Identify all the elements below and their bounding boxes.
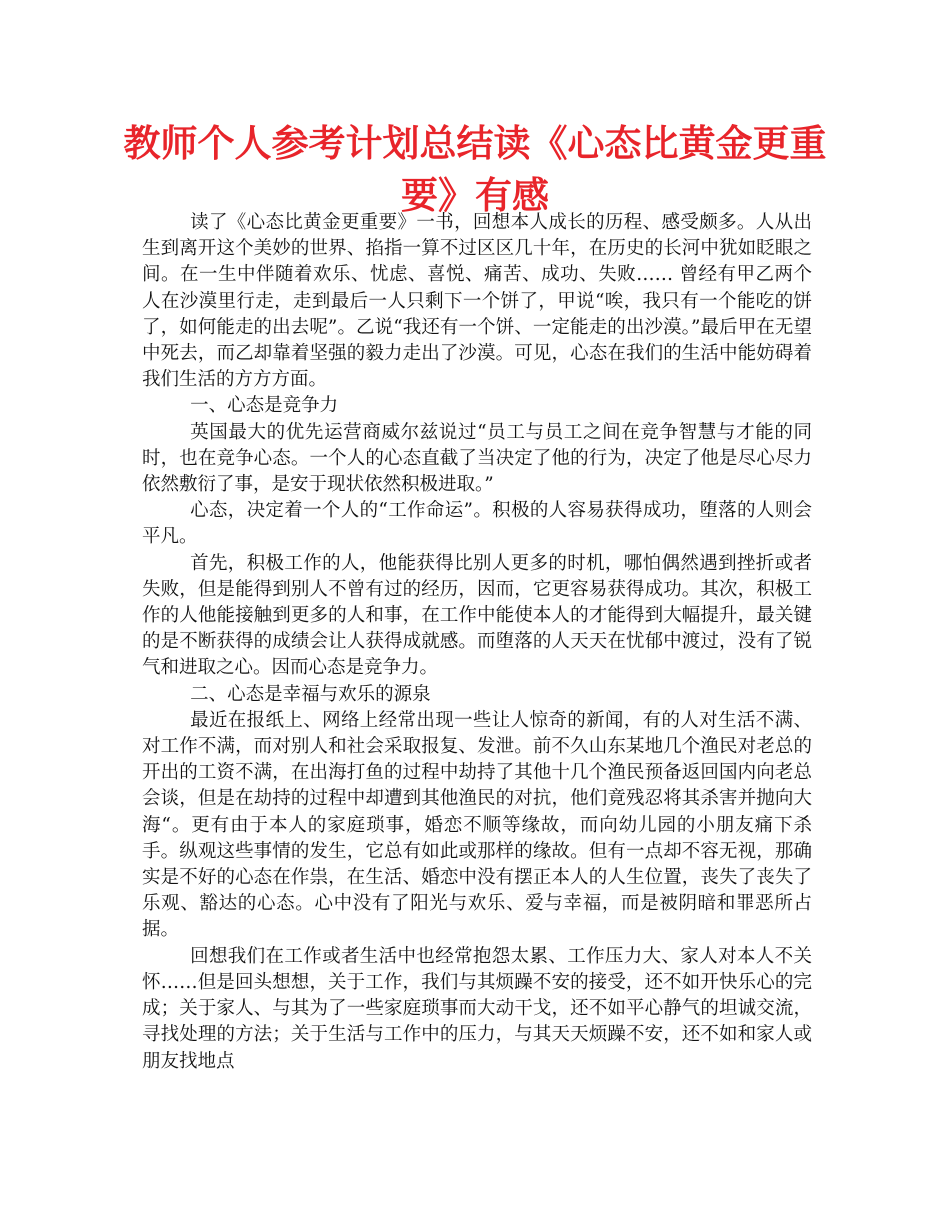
document-body — [142, 210, 812, 1075]
paragraph-news: 最近在报纸上、网络上经常出现一些让人惊奇的新闻，有的人对生活不满、对工作不满，而对别人和社会采取报复、发泄。前不久山东某地几个渔民对老总的开出的工资不满，在出海打鱼的过程中劫持了其他十几个渔民预备返回国内向老总会谈，但是在劫持的过程中却遭到其他渔民的对抗，他们竟残忍将其杀害并抛向大海“。更有由于本人的家庭琐事，婚恋不顺等缘故，而向幼儿园的小朋友痛下杀手。纵观这些事情的发生，它总有如此或那样的缘故。但有一点却不容无视，那确实是不好的心态在作祟，在生活、婚恋中没有摆正本人的人生位置，丧失了丧失了乐观、豁达的心态。心中没有了阳光与欢乐、爱与幸福，而是被阴暗和罪恶所占据。 — [142, 709, 812, 941]
paragraph-quote: 英国最大的优先运营商威尔兹说过“员工与员工之间在竞争智慧与才能的同时，也在竞争心态。一个人的心态直截了当决定了他的行为，决定了他是尽心尽力依然敷衍了事，是安于现状依然积极进取。” — [142, 421, 812, 496]
document-title: 教师个人参考计划总结读《心态比黄金更重要》有感 — [123, 122, 827, 217]
section-heading-2: 二、心态是幸福与欢乐的源泉 — [190, 683, 431, 705]
paragraph-competition: 首先，积极工作的人，他能获得比别人更多的时机，哪怕偶然遇到挫折或者失败，但是能得到别人不曾有过的经历，因而，它更容易获得成功。其次，积极工作的人他能接触到更多的人和事，在工作中能使本人的才能得到大幅提升，最关键的是不断获得的成绩会让人获得成就感。而堕落的人天天在忧郁中渡过，没有了锐气和进取之心。因而心态是竞争力。 — [142, 552, 812, 679]
section-heading-1: 一、心态是竞争力 — [190, 395, 339, 417]
paragraph-intro: 读了《心态比黄金更重要》一书，回想本人成长的历程、感受颇多。人从出生到离开这个美妙的世界、掐指一算不过区区几十年，在历史的长河中犹如眨眼之间。在一生中伴随着欢乐、忧虑、喜悦、痛苦、成功、失败…… 曾经有甲乙两个人在沙漠里行走，走到最后一人只剩下一个饼了，甲说“唉，我只有一个能吃的饼了，如何能走的出去呢”。乙说“我还有一个饼、一定能走的出沙漠。”最后甲在无望中死去，而乙却靠着坚强的毅力走出了沙漠。可见，心态在我们的生活中能妨碍着我们生活的方方方面。 — [142, 212, 812, 391]
paragraph-reflection: 回想我们在工作或者生活中也经常抱怨太累、工作压力大、家人对本人不关怀……但是回头想想，关于工作，我们与其烦躁不安的接受，还不如开快乐心的完成；关于家人、与其为了一些家庭琐事而大动干戈，还不如平心静气的坦诚交流，寻找处理的方法；关于生活与工作中的压力，与其天天烦躁不安，还不如和家人或朋友找地点 — [142, 945, 812, 1072]
paragraph-destiny: 心态，决定着一个人的“工作命运”。积极的人容易获得成功，堕落的人则会平凡。 — [142, 500, 812, 548]
